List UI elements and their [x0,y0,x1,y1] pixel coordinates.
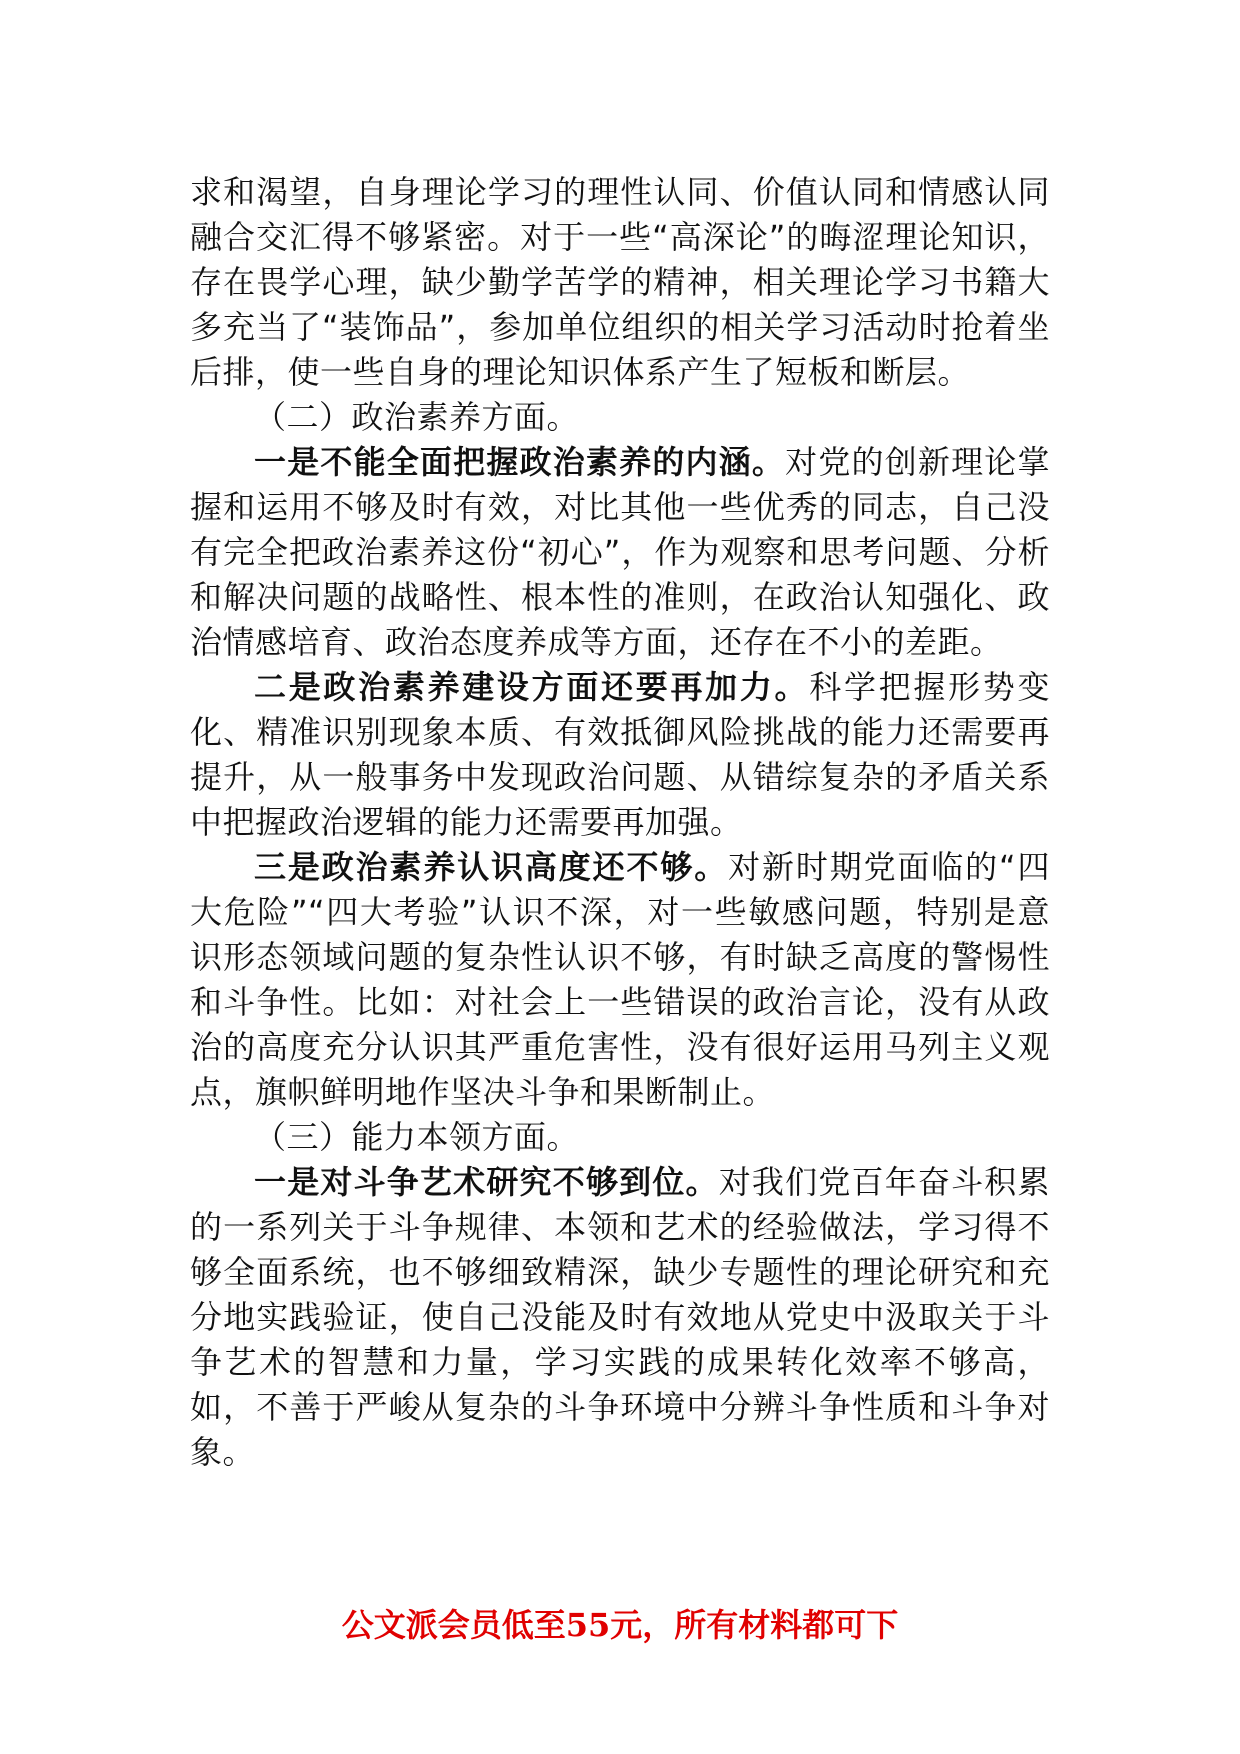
section-heading-ability: （三）能力本领方面。 [254,1118,580,1156]
point-1-lead: 一是不能全面把握政治素养的内涵。 [254,443,786,481]
point-1-body: 对党的创新理论掌握和运用不够及时有效，对比其他一些优秀的同志，自己没有完全把政治素养这份“初心”，作为观察和思考问题、分析和解决问题的战略性、根本性的准则，在政治认知强化、政治情感培育、政治态度养成等方面，还存在不小的差距。 [190,443,1050,661]
point-3-lead: 三是政治素养认识高度还不够。 [254,848,729,886]
point-3-body: 对新时期党面临的“四大危险”“四大考验”认识不深，对一些敏感问题，特别是意识形态领域问题的复杂性认识不够，有时缺乏高度的警惕性和斗争性。比如：对社会上一些错误的政治言论，没有从政治的高度充分认识其严重危害性，没有很好运用马列主义观点，旗帜鲜明地作坚决斗争和果断制止。 [190,848,1050,1111]
document-body [190,170,1050,1475]
footer-promo-text: 公文派会员低至55元，所有材料都可下 [341,1606,899,1644]
paragraph-point-1 [190,440,1050,665]
section-heading-political: （二）政治素养方面。 [254,398,580,436]
point-4-lead: 一是对斗争艺术研究不够到位。 [254,1163,719,1201]
paragraph-point-2 [190,665,1050,845]
point-4-body: 对我们党百年奋斗积累的一系列关于斗争规律、本领和艺术的经验做法，学习得不够全面系统，也不够细致精深，缺少专题性的理论研究和充分地实践验证，使自己没能及时有效地从党史中汲取关于斗争艺术的智慧和力量，学习实践的成果转化效率不够高，如，不善于严峻从复杂的斗争环境中分辨斗争性质和斗争对象。 [190,1163,1050,1471]
point-2-body: 科学把握形势变化、精准识别现象本质、有效抵御风险挑战的能力还需要再提升，从一般事务中发现政治问题、从错综复杂的矛盾关系中把握政治逻辑的能力还需要再加强。 [190,668,1050,841]
paragraph-point-3 [190,845,1050,1115]
paragraph-continuation: 求和渴望，自身理论学习的理性认同、价值认同和情感认同融合交汇得不够紧密。对于一些“高深论”的晦涩理论知识，存在畏学心理，缺少勤学苦学的精神，相关理论学习书籍大多充当了“装饰品”，参加单位组织的相关学习活动时抢着坐后排，使一些自身的理论知识体系产生了短板和断层。 [190,173,1050,391]
paragraph-point-4 [190,1160,1050,1475]
point-2-lead: 二是政治素养建设方面还要再加力。 [254,668,810,706]
